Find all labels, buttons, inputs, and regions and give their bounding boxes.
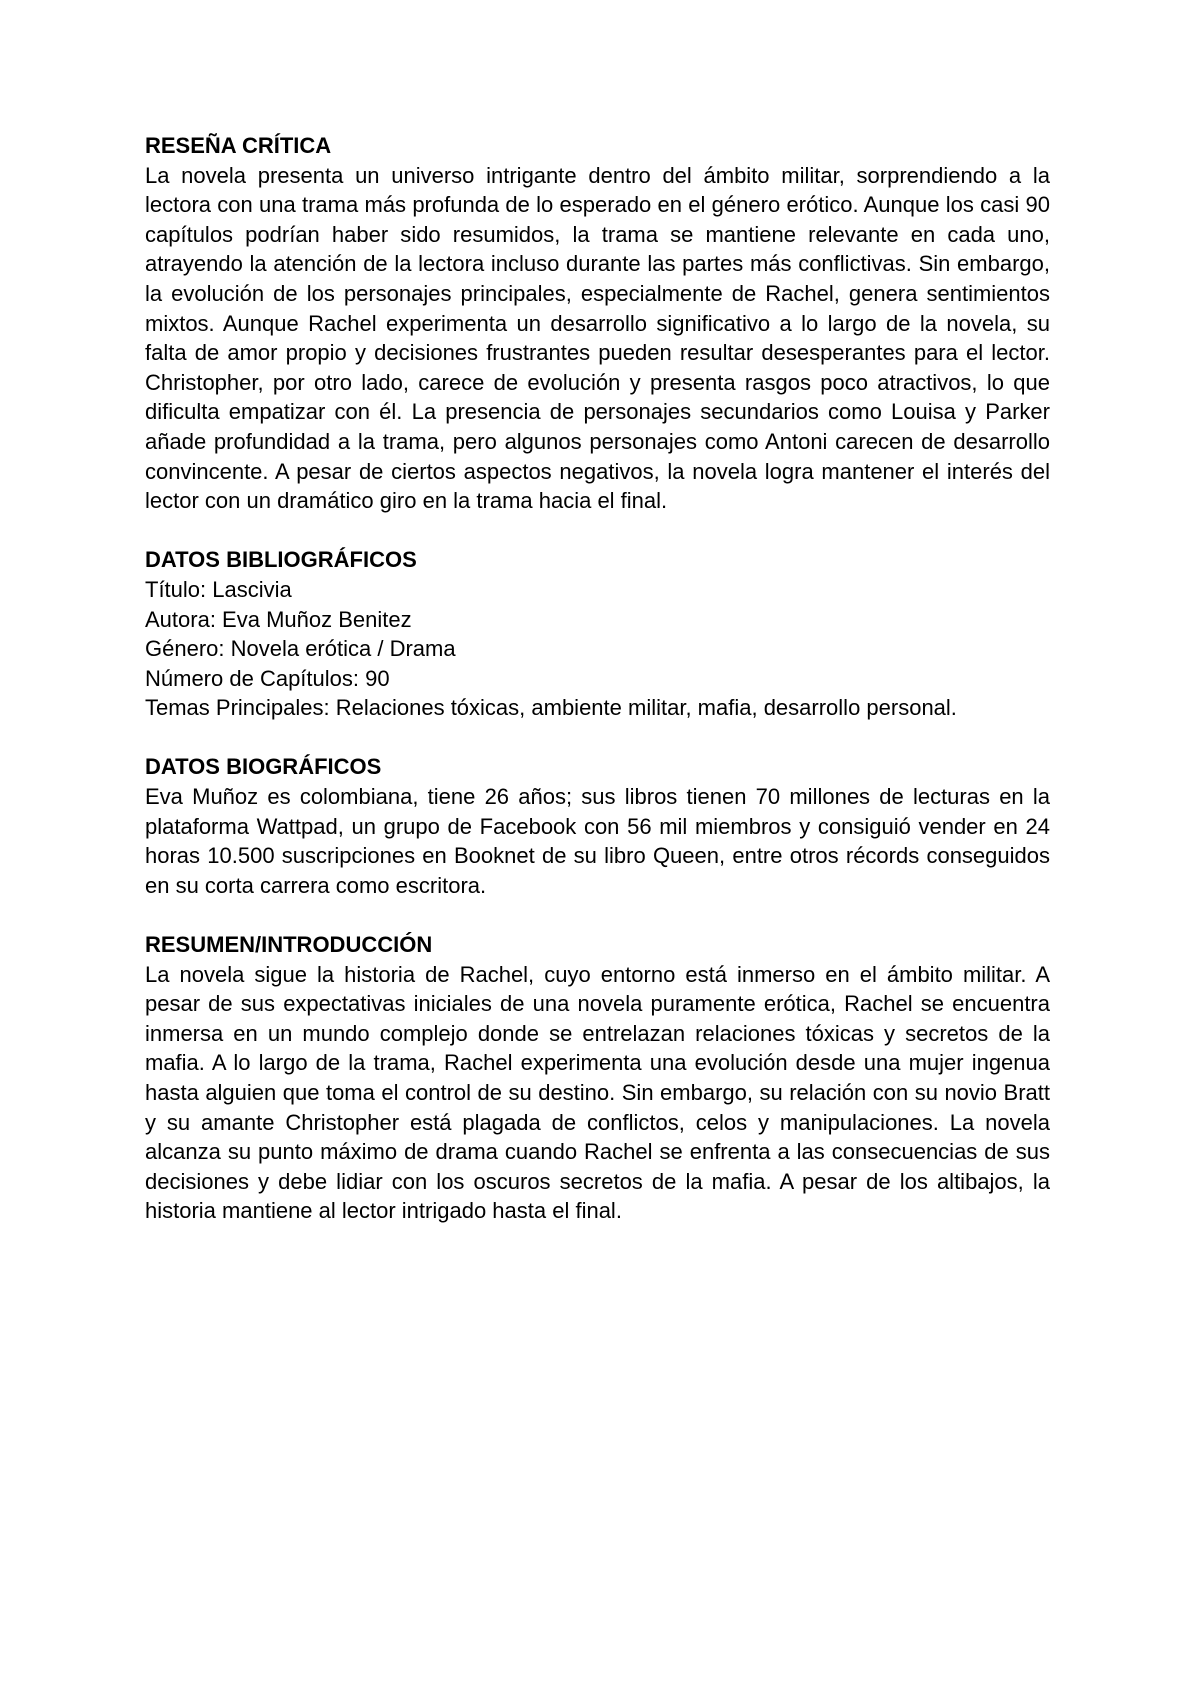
paragraph-resena-critica: La novela presenta un universo intrigante dentro del ámbito militar, sorprendiendo a la lectora con una trama más profunda de lo esperado en el género erótico. Aunque los casi 90 capítulos podrían haber sido resumidos, la trama se mantiene relevante en cada uno, atrayendo la atención de la lectora incluso durante las partes más conflictivas. Sin embargo, la evolución de los personajes principales, especialmente de Rachel, genera sentimientos mixtos. Aunque Rachel experimenta un desarrollo significativo a lo largo de la novela, su falta de amor propio y decisiones frustrantes pueden resultar desesperantes para el lector. Christopher, por otro lado, carece de evolución y presenta rasgos poco atractivos, lo que dificulta empatizar con él. La presencia de personajes secundarios como Louisa y Parker añade profundidad a la trama, pero algunos personajes como Antoni carecen de desarrollo convincente. A pesar de ciertos aspectos negativos, la novela logra mantener el interés del lector con un dramático giro en la trama hacia el final. <box>145 162 1050 514</box>
section-heading-resena-critica: RESEÑA CRÍTICA <box>145 133 332 158</box>
section-datos-biograficos <box>145 752 1050 900</box>
biblio-line-numero-capitulos: Número de Capítulos: 90 <box>145 665 390 691</box>
biblio-line-genero: Género: Novela erótica / Drama <box>145 636 456 662</box>
biblio-line-autora: Autora: Eva Muñoz Benitez <box>145 606 412 632</box>
section-heading-resumen-introduccion: RESUMEN/INTRODUCCIÓN <box>145 932 433 958</box>
section-resena-critica <box>145 131 1050 516</box>
biblio-line-temas-principales: Temas Principales: Relaciones tóxicas, ambiente militar, mafia, desarrollo personal. <box>145 695 957 721</box>
section-heading-datos-bibliograficos: DATOS BIBLIOGRÁFICOS <box>145 547 417 573</box>
section-datos-bibliograficos <box>145 545 1050 723</box>
paragraph-datos-biograficos: Eva Muñoz es colombiana, tiene 26 años; sus libros tienen 70 millones de lecturas en la plataforma Wattpad, un grupo de Facebook con 56 mil miembros y consiguió vender en 24 horas 10.500 suscripciones en Booknet de su libro Queen, entre otros récords conseguidos en su corta carrera como escritora. <box>145 784 1050 898</box>
biblio-line-titulo: Título: Lascivia <box>145 576 292 602</box>
section-heading-datos-biograficos: DATOS BIOGRÁFICOS <box>145 754 382 780</box>
document-content <box>145 131 1050 1226</box>
paragraph-resumen-introduccion: La novela sigue la historia de Rachel, cuyo entorno está inmerso en el ámbito militar. A pesar de sus expectativas iniciales de una novela puramente erótica, Rachel se encuentra inmersa en un mundo complejo donde se entrelazan relaciones tóxicas y secretos de la mafia. A lo largo de la trama, Rachel experimenta una evolución desde una mujer ingenua hasta alguien que toma el control de su destino. Sin embargo, su relación con su novio Bratt y su amante Christopher está plagada de conflictos, celos y manipulaciones. La novela alcanza su punto máximo de drama cuando Rachel se enfrenta a las consecuencias de sus decisiones y debe lidiar con los oscuros secretos de la mafia. A pesar de los altibajos, la historia mantiene al lector intrigado hasta el final. <box>145 961 1050 1224</box>
section-resumen-introduccion <box>145 930 1050 1226</box>
